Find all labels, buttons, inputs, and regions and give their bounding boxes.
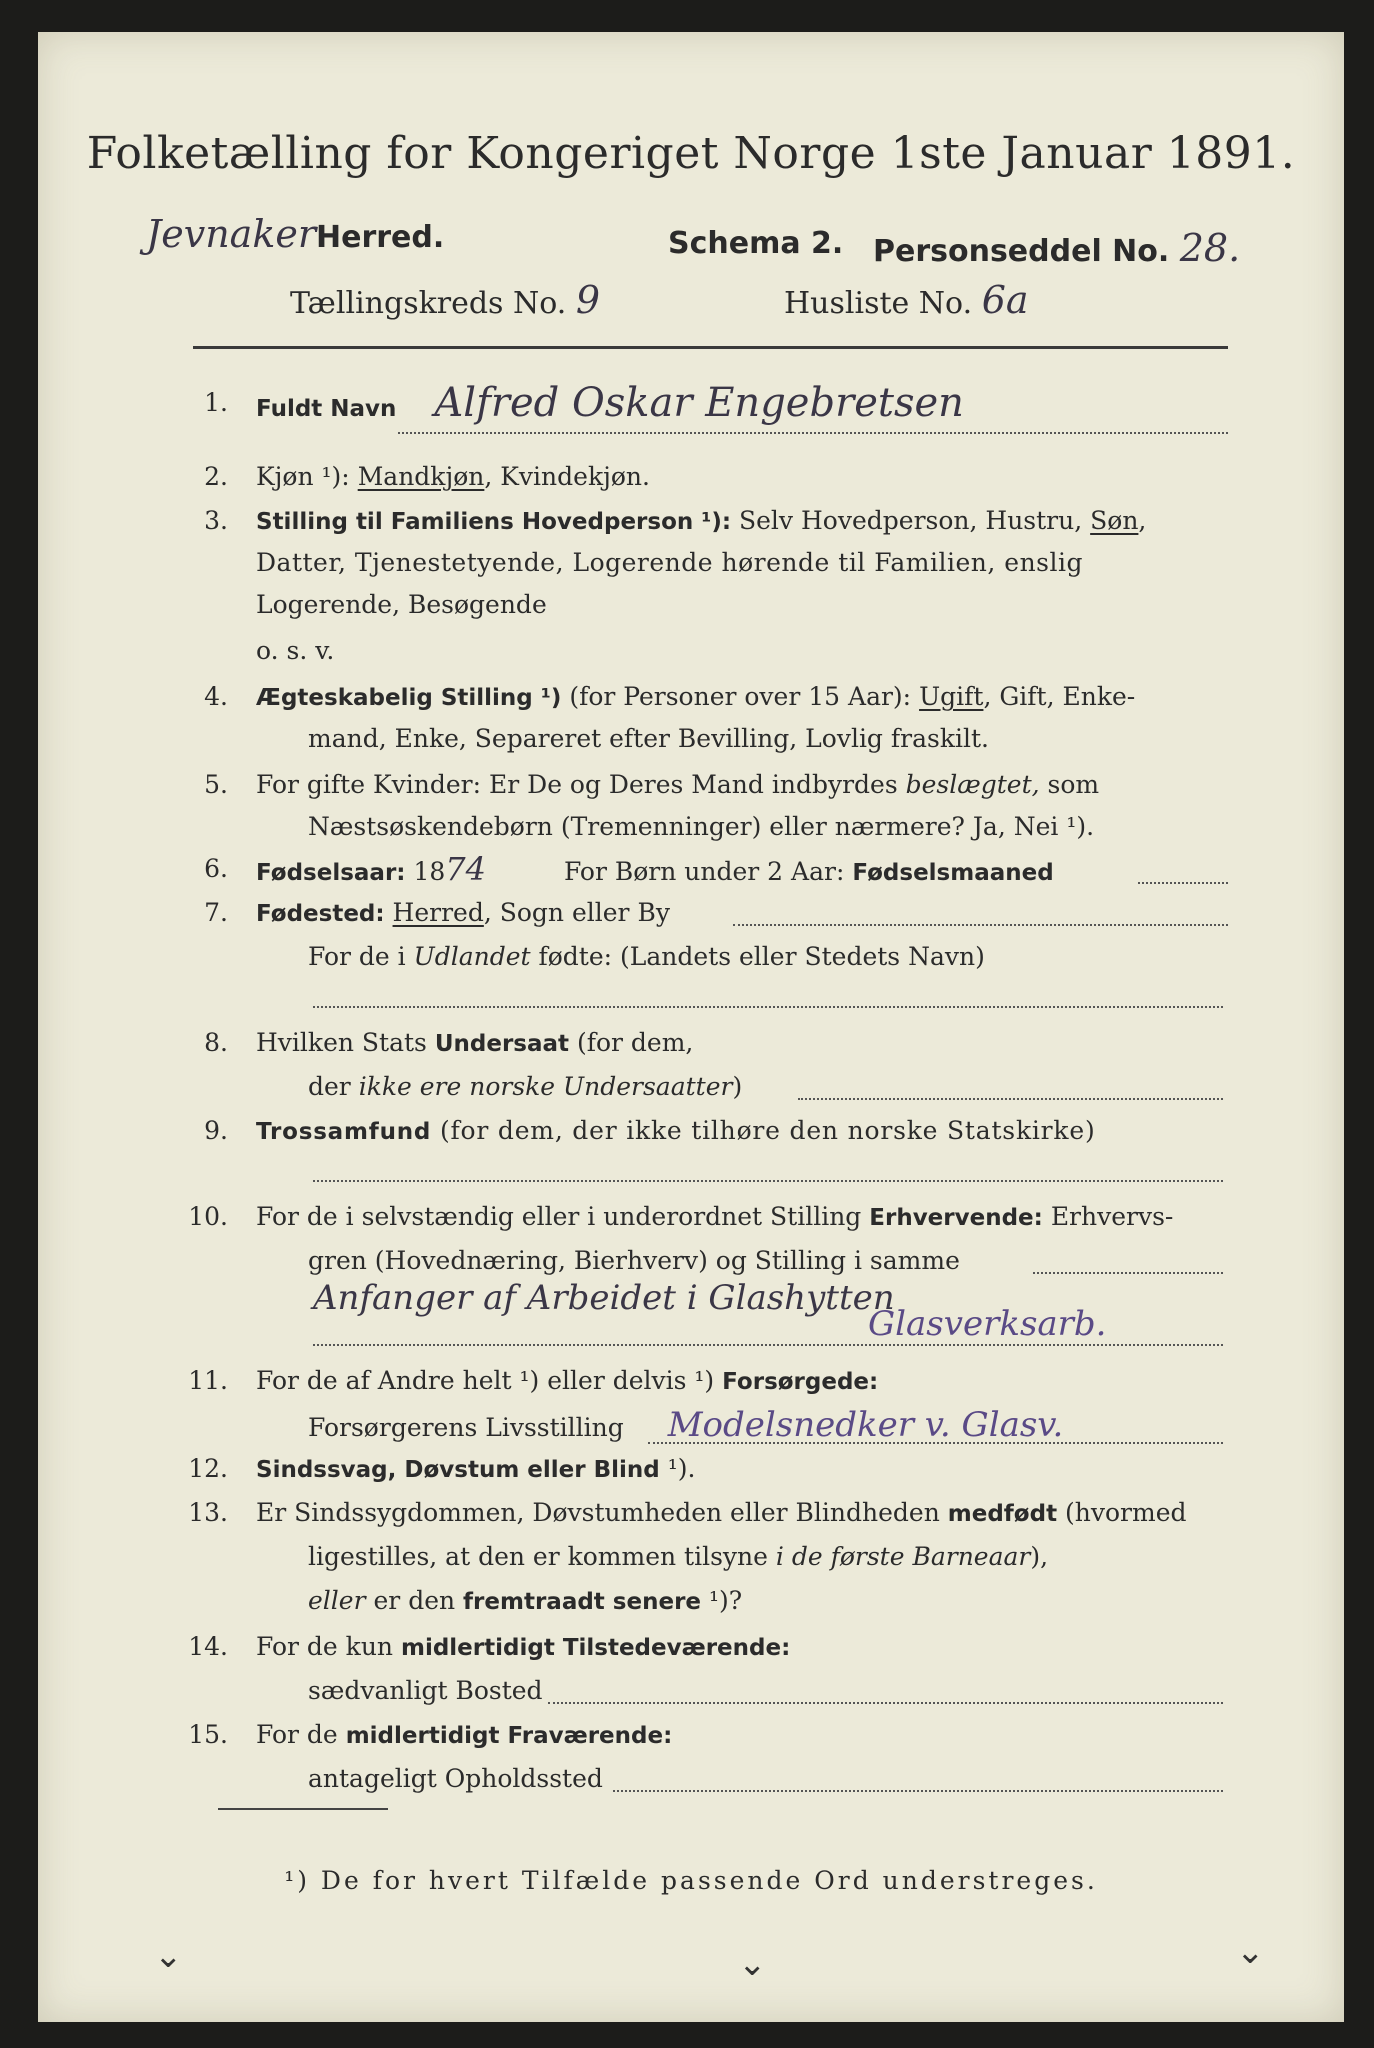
- married-women-question: Er De og Deres Mand indbyrdes: [489, 770, 898, 799]
- corner-mark-left: ⌄: [154, 1936, 183, 1976]
- item-4-number: 4.: [204, 682, 228, 711]
- form-title: Folketælling for Kongeriget Norge 1ste Januar 1891.: [86, 128, 1296, 179]
- gender-male-option: Mandkjøn: [357, 462, 485, 491]
- footnote: ¹) De for hvert Tilfælde passende Ord understreges.: [284, 1866, 1098, 1895]
- disability-note: ¹).: [667, 1454, 696, 1483]
- congenital-question: Er Sindssygdommen, Døvstumheden eller Blindheden: [256, 1498, 940, 1527]
- provider-occupation-value: Modelsnedker v. Glasv.: [667, 1405, 1064, 1445]
- item-8-line-2: [308, 1072, 742, 1102]
- item-3-line-1: [256, 506, 1146, 537]
- item-7-number: 7.: [204, 898, 228, 927]
- herred-line: [146, 212, 444, 256]
- presumed-residence-line: [613, 1790, 1223, 1792]
- birthplace-options: , Sogn eller By: [483, 898, 670, 927]
- item-14-line-1: [256, 1632, 790, 1663]
- kreds-label: Tællingskreds No.: [290, 286, 567, 321]
- birth-month-line: [1138, 882, 1228, 884]
- item-3-number: 3.: [204, 506, 228, 535]
- item-11-line-1: [256, 1366, 878, 1397]
- citizenship-non-norwegian: ikke ere norske Undersaatter: [358, 1072, 733, 1101]
- provider-occupation-label: Forsørgerens Livsstilling: [308, 1413, 624, 1442]
- item-13-number: 13.: [188, 1498, 228, 1527]
- married-women-label: For gifte Kvinder:: [256, 770, 482, 799]
- item-4-line-2: mand, Enke, Separeret efter Bevilling, Lovlig fraskilt.: [308, 724, 989, 753]
- temporary-present-label: midlertidigt Tilstedeværende:: [400, 1635, 791, 1661]
- citizenship-paren: ): [732, 1072, 743, 1101]
- supported-label: Forsørgede:: [722, 1369, 879, 1395]
- corner-mark-center: ⌄: [738, 1944, 767, 1984]
- disability-label: Sindssvag, Døvstum eller Blind: [256, 1457, 660, 1483]
- item-8-number: 8.: [204, 1028, 228, 1057]
- item-15-line-2: antageligt Opholdssted: [308, 1764, 603, 1793]
- married-women-som: som: [1047, 770, 1100, 799]
- item-9: [256, 1116, 1096, 1147]
- personseddel-label: Personseddel No.: [873, 234, 1170, 269]
- full-name-value: Alfred Oskar Engebretsen: [434, 380, 964, 426]
- abroad-line: [313, 1006, 1223, 1008]
- item-13-line-2: [308, 1542, 1048, 1572]
- item-1: [256, 380, 964, 426]
- usual-residence-line: [548, 1702, 1223, 1704]
- item-6-number: 6.: [204, 854, 228, 883]
- item-11-line-2: [308, 1405, 1064, 1445]
- item-14-line-2: sædvanligt Bosted: [308, 1676, 543, 1705]
- item-11-number: 11.: [188, 1366, 228, 1395]
- full-name-label: Fuldt Navn: [256, 396, 397, 422]
- birth-month-label: Fødselsmaaned: [852, 860, 1054, 886]
- gender-female-option: , Kvindekjøn.: [484, 462, 650, 491]
- item-10-line-2: gren (Hovednæring, Bierhverv) og Stilling i samme: [308, 1246, 960, 1275]
- temporary-absent-label: midlertidigt Fraværende:: [345, 1723, 673, 1749]
- citizenship-line: [798, 1098, 1223, 1100]
- family-position-comma: ,: [1138, 506, 1147, 535]
- husliste-value: 6a: [981, 278, 1029, 322]
- herred-label: Herred.: [316, 220, 445, 255]
- item-15-line-1: [256, 1720, 672, 1751]
- abroad-suffix: fødte: (Landets eller Stedets Navn): [538, 942, 985, 971]
- supported-intro: For de af Andre helt ¹) eller delvis ¹): [256, 1366, 715, 1395]
- full-name-line: [398, 432, 1228, 434]
- herred-value: Jevnaker: [146, 212, 316, 256]
- item-4-line-1: [256, 682, 1135, 713]
- citizenship-subject: Undersaat: [434, 1031, 570, 1057]
- birthplace-herred: Herred: [392, 898, 484, 927]
- footnote-rule: [218, 1808, 388, 1810]
- item-6: [256, 850, 1054, 888]
- family-position-son: Søn: [1090, 506, 1139, 535]
- item-10-number: 10.: [188, 1202, 228, 1231]
- item-5-line-2: Næstsøskendebørn (Tremenninger) eller nærmere? Ja, Nei ¹).: [308, 812, 1095, 841]
- family-position-label: Stilling til Familiens Hovedperson ¹):: [256, 509, 732, 535]
- congenital-hvormed: (hvormed: [1065, 1498, 1187, 1527]
- item-8-line-1: [256, 1028, 693, 1059]
- item-1-number: 1.: [204, 388, 228, 417]
- congenital-line-2: ligestilles, at den er kommen tilsyne: [308, 1542, 768, 1571]
- married-women-related: beslægtet,: [905, 770, 1040, 799]
- family-position-options: Selv Hovedperson, Hustru,: [739, 506, 1083, 535]
- congenital-eller: eller: [308, 1586, 366, 1615]
- item-7-line-2: [308, 942, 985, 972]
- occupation-value-1: Anfanger af Arbeidet i Glashytten: [313, 1278, 895, 1318]
- marital-status-label: Ægteskabelig Stilling ¹): [256, 685, 562, 711]
- birth-year-value: 74: [445, 850, 486, 888]
- occupation-erhvervs: Erhvervs-: [1050, 1202, 1174, 1231]
- occupation-label: Erhvervende:: [869, 1205, 1043, 1231]
- gender-label: Kjøn ¹):: [256, 462, 350, 491]
- kreds-value: 9: [575, 278, 601, 322]
- abroad-word: Udlandet: [413, 942, 531, 971]
- marital-status-note: (for Personer over 15 Aar):: [569, 682, 912, 711]
- item-13-line-3: [308, 1586, 742, 1617]
- citizenship-der: der: [308, 1072, 351, 1101]
- congenital-label: medfødt: [947, 1501, 1058, 1527]
- personseddel-line: [873, 226, 1240, 270]
- item-2-number: 2.: [204, 462, 228, 491]
- religion-note: (for dem, der ikke tilhøre den norske Statskirke): [439, 1116, 1096, 1145]
- birth-year-prefix: 18: [413, 857, 446, 886]
- item-15-number: 15.: [188, 1720, 228, 1749]
- item-5-number: 5.: [204, 770, 228, 799]
- item-9-number: 9.: [204, 1116, 228, 1145]
- husliste-line: [784, 278, 1029, 322]
- occupation-value-2: Glasverksarb.: [868, 1304, 1107, 1344]
- congenital-er-den: er den: [373, 1586, 456, 1615]
- item-12-number: 12.: [188, 1454, 228, 1483]
- item-7-line-1: [256, 898, 670, 929]
- marital-status-options: , Gift, Enke-: [983, 682, 1136, 711]
- children-under-2-label: For Børn under 2 Aar:: [563, 857, 845, 886]
- congenital-early-years: i de første Barneaar: [775, 1542, 1031, 1571]
- birthplace-label: Fødested:: [256, 901, 385, 927]
- item-10-line-1: [256, 1202, 1173, 1233]
- temporary-absent-intro: For de: [256, 1720, 338, 1749]
- provider-occupation-line: [648, 1442, 1223, 1444]
- occupation-line-2: [313, 1344, 1223, 1346]
- abroad-prefix: For de i: [308, 942, 406, 971]
- husliste-label: Husliste No.: [784, 286, 973, 321]
- religion-line: [313, 1180, 1223, 1182]
- congenital-footnote-mark: ¹)?: [708, 1586, 743, 1615]
- item-3-line-3: Logerende, Besøgende: [256, 590, 547, 619]
- item-3-line-4: o. s. v.: [256, 636, 335, 665]
- temporary-present-intro: For de kun: [256, 1632, 394, 1661]
- header-rule: [193, 346, 1228, 349]
- item-12: [256, 1454, 695, 1485]
- congenital-comma: ),: [1030, 1542, 1049, 1571]
- item-5-line-1: [256, 770, 1099, 800]
- item-2: [256, 462, 650, 492]
- marital-status-ugift: Ugift: [919, 682, 984, 711]
- item-3-line-2: Datter, Tjenestetyende, Logerende hørende til Familien, enslig: [256, 548, 1084, 577]
- personseddel-value: 28.: [1179, 226, 1241, 270]
- schema-label: Schema 2.: [668, 226, 844, 261]
- citizenship-label: Hvilken Stats: [256, 1028, 427, 1057]
- corner-mark-right: ⌄: [1236, 1932, 1265, 1972]
- birth-year-label: Fødselsaar:: [256, 860, 406, 886]
- item-13-line-1: [256, 1498, 1187, 1529]
- census-form-page: [38, 32, 1344, 2022]
- kreds-line: [290, 278, 600, 322]
- item-14-number: 14.: [188, 1632, 228, 1661]
- congenital-later-label: fremtraadt senere: [463, 1589, 702, 1615]
- birthplace-line: [733, 924, 1228, 926]
- occupation-intro: For de i selvstændig eller i underordnet Stilling: [256, 1202, 862, 1231]
- citizenship-note: (for dem,: [576, 1028, 694, 1057]
- religion-label: Trossamfund: [256, 1119, 432, 1145]
- occupation-line-1: [1033, 1272, 1223, 1274]
